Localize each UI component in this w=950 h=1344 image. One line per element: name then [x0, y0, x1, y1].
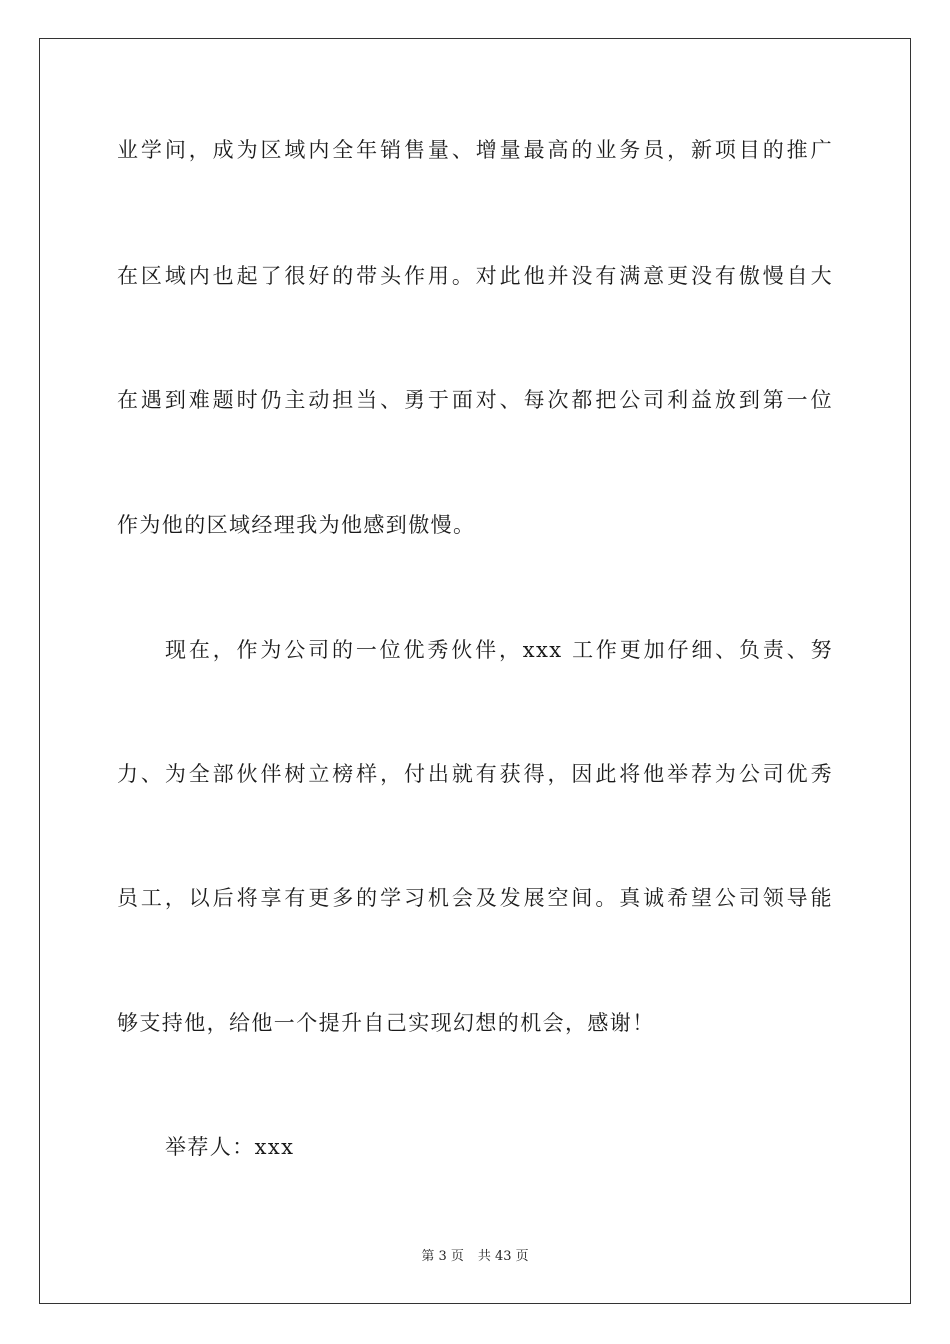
paragraph-line-3: 在遇到难题时仍主动担当、勇于面对、每次都把公司利益放到第一位 [117, 388, 833, 412]
page-border [39, 38, 911, 1304]
paragraph-line-4: 作为他的区域经理我为他感到傲慢。 [117, 513, 476, 537]
page-number-current: 第 3 页 [421, 1249, 464, 1264]
paragraph-line-7: 员工，以后将享有更多的学习机会及发展空间。真诚希望公司领导能 [117, 886, 833, 910]
paragraph-line-1: 业学问，成为区域内全年销售量、增量最高的业务员，新项目的推广 [117, 138, 833, 162]
page-footer [0, 1248, 950, 1266]
paragraph-line-5: 现在，作为公司的一位优秀伙伴，xxx 工作更加仔细、负责、努 [165, 638, 833, 662]
signature-line: 举荐人：xxx [165, 1135, 295, 1159]
paragraph-line-6: 力、为全部伙伴树立榜样，付出就有获得，因此将他举荐为公司优秀 [117, 762, 833, 786]
page-number-total: 共 43 页 [477, 1249, 529, 1264]
paragraph-line-2: 在区域内也起了很好的带头作用。对此他并没有满意更没有傲慢自大 [117, 264, 833, 288]
paragraph-line-8: 够支持他，给他一个提升自己实现幻想的机会，感谢！ [117, 1011, 655, 1035]
